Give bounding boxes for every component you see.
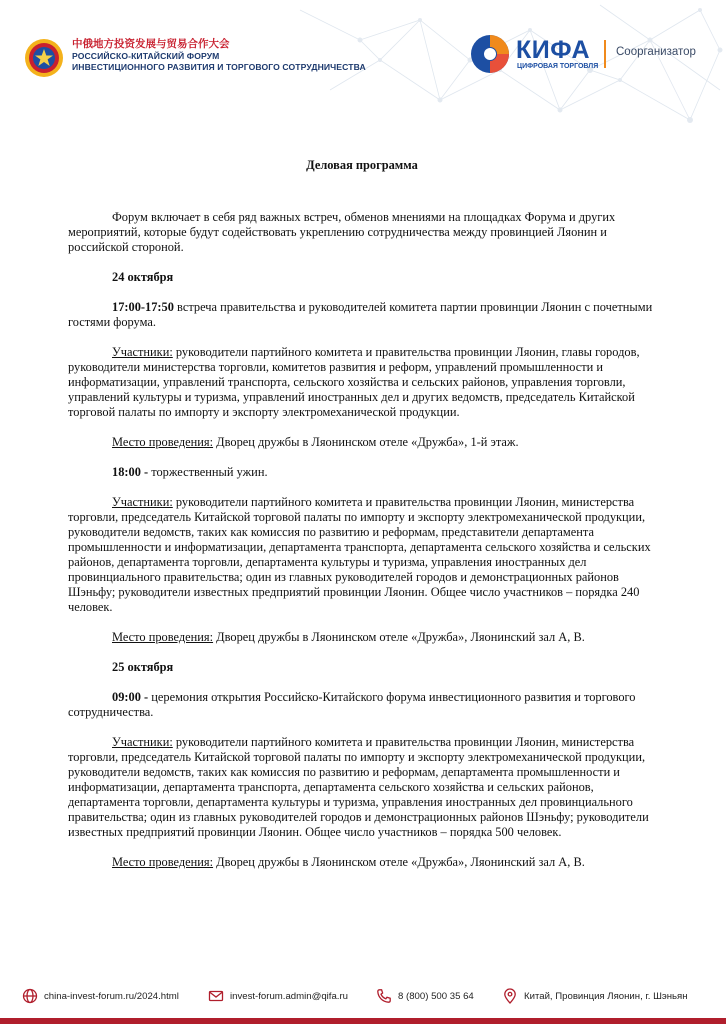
partner-subtitle: ЦИФРОВАЯ ТОРГОВЛЯ [517,63,599,70]
website-link[interactable]: china-invest-forum.ru/2024.html [44,990,179,1002]
event-time [68,690,656,720]
forum-title-ru-line1: РОССИЙСКО-КИТАЙСКИЙ ФОРУМ [72,51,220,61]
footer-website[interactable] [22,988,179,1004]
event-time-label: 18:00 - [112,465,149,479]
event-participants [68,735,656,840]
phone-icon [376,988,392,1004]
kifa-logo-icon [470,34,510,74]
participants-label: Участники: [112,735,173,749]
day-date: 24 октября [112,270,174,284]
venue-text: Дворец дружбы в Ляонинском отеле «Дружба», Ляонинский зал А, В. [213,855,585,869]
forum-title-cn: 中俄地方投资发展与贸易合作大会 [72,38,230,50]
event-time [68,465,656,480]
partner-role: Соорганизатор [616,46,696,58]
event-venue [68,855,656,870]
location-text: Китай, Провинция Ляонин, г. Шэньян [524,990,688,1002]
forum-emblem-icon [24,38,64,78]
event-time [68,300,656,330]
forum-title-ru-line2: ИНВЕСТИЦИОННОГО РАЗВИТИЯ И ТОРГОВОГО СОТРУДНИЧЕСТВА [72,62,366,72]
participants-text: руководители партийного комитета и правительства провинции Ляонин, министерства торговли, председатель Китайской торговой палаты по импорту и экспорту электромеханической продукции, руководители ведомств, таких как комиссия по развитию и реформам, департамента промышленности и информатизации, департамента транспорта, департамента сельского хозяйства и сельских районов, департамента торговли, департамента культуры и туризма, управления иностранных дел провинциального правительства; один из главных руководителей городов и демонстрационных районов Шэньфу; руководители известных предприятий провинции Ляонин. Общее число участников – порядка 500 человек. [68,735,649,839]
footer-accent-bar [0,1018,726,1024]
document-body [68,158,656,885]
mail-icon [208,988,224,1004]
phone-number[interactable]: 8 (800) 500 35 64 [398,990,474,1002]
footer-phone[interactable] [376,988,474,1004]
event-description: встреча правительства и руководителей комитета партии провинции Ляонин с почетными гостями форума. [68,300,653,329]
participants-text: руководители партийного комитета и правительства провинции Ляонин, министерства торговли, председатель Китайской торговой палаты по импорту и экспорту электромеханической продукции, руководители ведомств, таких как комиссия по развитию и реформам, представители департамента промышленности и информатизации, департамента транспорта, департамента сельского хозяйства и сельских районов, департамента торговли, департамента культуры и туризма, управления иностранных дел провинциального правительства; один из главных руководителей городов и демонстрационных районов Шэньфу; руководители известных предприятий провинции Ляонин. Общее число участников – порядка 240 человек. [68,495,651,614]
partner-divider [604,40,606,68]
participants-text: руководители партийного комитета и правительства провинции Ляонин, главы городов, руководители министерства торговли, комитетов развития и реформ, управлений промышленности и информатизации, управлений транспорта, сельского хозяйства и сельских районов, управления торговли, управлений культуры и туризма, управлений иностранных дел и других ведомств, председатель Китайской торговой палаты по импорту и экспорту электромеханической продукции. [68,345,640,419]
venue-label: Место проведения: [112,855,214,869]
globe-icon [22,988,38,1004]
venue-text: Дворец дружбы в Ляонинском отеле «Дружба», 1-й этаж. [213,435,519,449]
event-description: торжественный ужин. [148,465,268,479]
event-description: церемония открытия Российско-Китайского форума инвестиционного развития и торгового сотрудничества. [68,690,636,719]
location-pin-icon [502,988,518,1004]
page-header [0,0,726,100]
venue-label: Место проведения: [112,630,214,644]
partner-name: КИФА [516,36,590,64]
page-footer [0,980,726,1024]
footer-location [502,988,688,1004]
event-participants [68,345,656,420]
day-date: 25 октября [112,660,174,674]
venue-label: Место проведения: [112,435,214,449]
forum-title [72,38,366,73]
email-link[interactable]: invest-forum.admin@qifa.ru [230,990,348,1002]
intro-paragraph: Форум включает в себя ряд важных встреч, обменов мнениями на площадках Форума и других мероприятий, которые будут содействовать укреплению сотрудничества между провинцией Ляонин и российской стороной. [68,210,616,254]
participants-label: Участники: [112,495,173,509]
event-participants [68,495,656,615]
participants-label: Участники: [112,345,173,359]
footer-email[interactable] [208,988,348,1004]
page-title: Деловая программа [306,158,418,172]
event-venue [68,630,656,645]
event-time-label: 17:00-17:50 [112,300,174,314]
event-venue [68,435,656,450]
event-time-label: 09:00 - [112,690,149,704]
venue-text: Дворец дружбы в Ляонинском отеле «Дружба», Ляонинский зал А, В. [213,630,585,644]
